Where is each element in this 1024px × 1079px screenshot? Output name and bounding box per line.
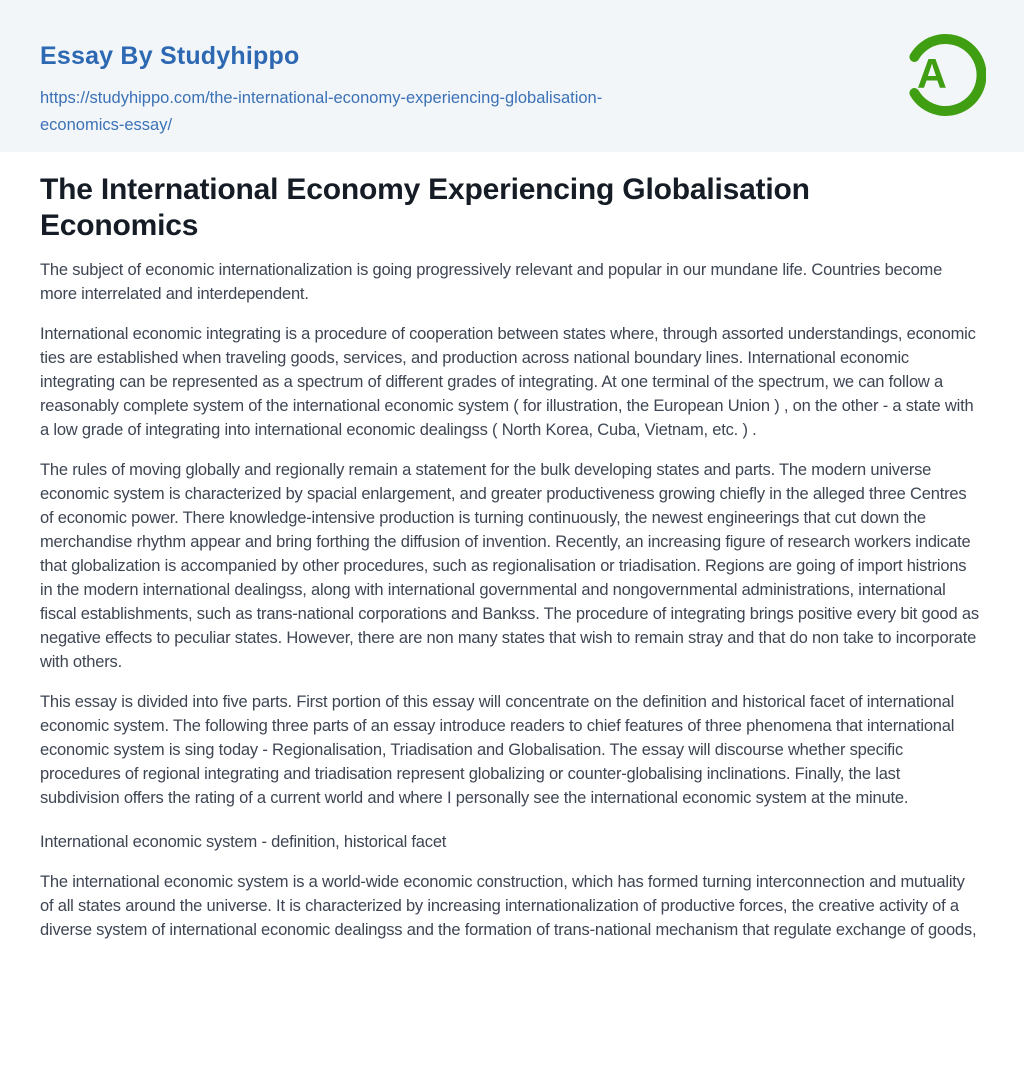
header-text-block <box>0 0 1024 139</box>
site-label: Essay By Studyhippo <box>40 42 300 70</box>
essay-body <box>40 258 982 942</box>
section-heading: International economic system - definition, historical facet <box>40 833 447 851</box>
essay-title: The International Economy Experiencing Globalisation Economics <box>40 173 810 242</box>
essay-paragraph: The international economic system is a world-wide economic construction, which has formed turning interconnection and mutuality of all states around the universe. It is characterized by increasing internationalization of productive forces, the creative activity of a diverse system of international economic dealingss and the formation of trans-national mechanism that regulate exchange of goods, <box>40 873 977 939</box>
logo-letter: A <box>917 51 947 98</box>
essay-paragraph: This essay is divided into five parts. First portion of this essay will concentrate on the definition and historical facet of international economic system. The following three parts of an essay introduce readers to chief features of three phenomena that international economic system is sing today - Regionalisation, Triadisation and Globalisation. The essay will discourse whether specific procedures of regional integrating and triadisation represent globalizing or counter-globalising inclinations. Finally, the last subdivision offers the rating of a current world and where I personally see the international economic system at the minute. <box>40 693 955 807</box>
source-url-link[interactable]: https://studyhippo.com/the-international-economy-experiencing-globalisation-economics-essay/ <box>40 89 603 134</box>
essay-paragraph: International economic integrating is a procedure of cooperation between states where, through assorted understandings, economic ties are established when traveling goods, services, and production across national boundary lines. International economic integrating can be represented as a spectrum of different grades of integrating. At one terminal of the spectrum, we can follow a reasonably complete system of the international economic system ( for illustration, the European Union ) , on the other - a state with a low grade of integrating into international economic dealingss ( North Korea, Cuba, Vietnam, etc. ) . <box>40 325 976 439</box>
essay-paragraph: The subject of economic internationalization is going progressively relevant and popular in our mundane life. Countries become more interrelated and interdependent. <box>40 261 943 303</box>
studyhippo-logo <box>896 28 986 122</box>
logo-arc-icon <box>896 28 986 122</box>
essay-content <box>0 152 1024 942</box>
page-header <box>0 0 1024 152</box>
essay-paragraph: The rules of moving globally and regionally remain a statement for the bulk developing states and parts. The modern universe economic system is characterized by spacial enlargement, and greater productiveness growing chiefly in the alleged three Centres of economic power. There knowledge-intensive production is turning continuously, the newest engineerings that cut down the merchandise rhythm appear and bring forthing the diffusion of invention. Recently, an increasing figure of research workers indicate that globalization is accompanied by other procedures, such as regionalisation or triadisation. Regions are going of import histrions in the modern international dealingss, along with international governmental and nongovernmental administrations, international fiscal establishments, such as trans-national corporations and Bankss. The procedure of integrating brings positive every bit good as negative effects to peculiar states. However, there are non many states that wish to remain stray and that do non take to incorporate with others. <box>40 461 979 671</box>
